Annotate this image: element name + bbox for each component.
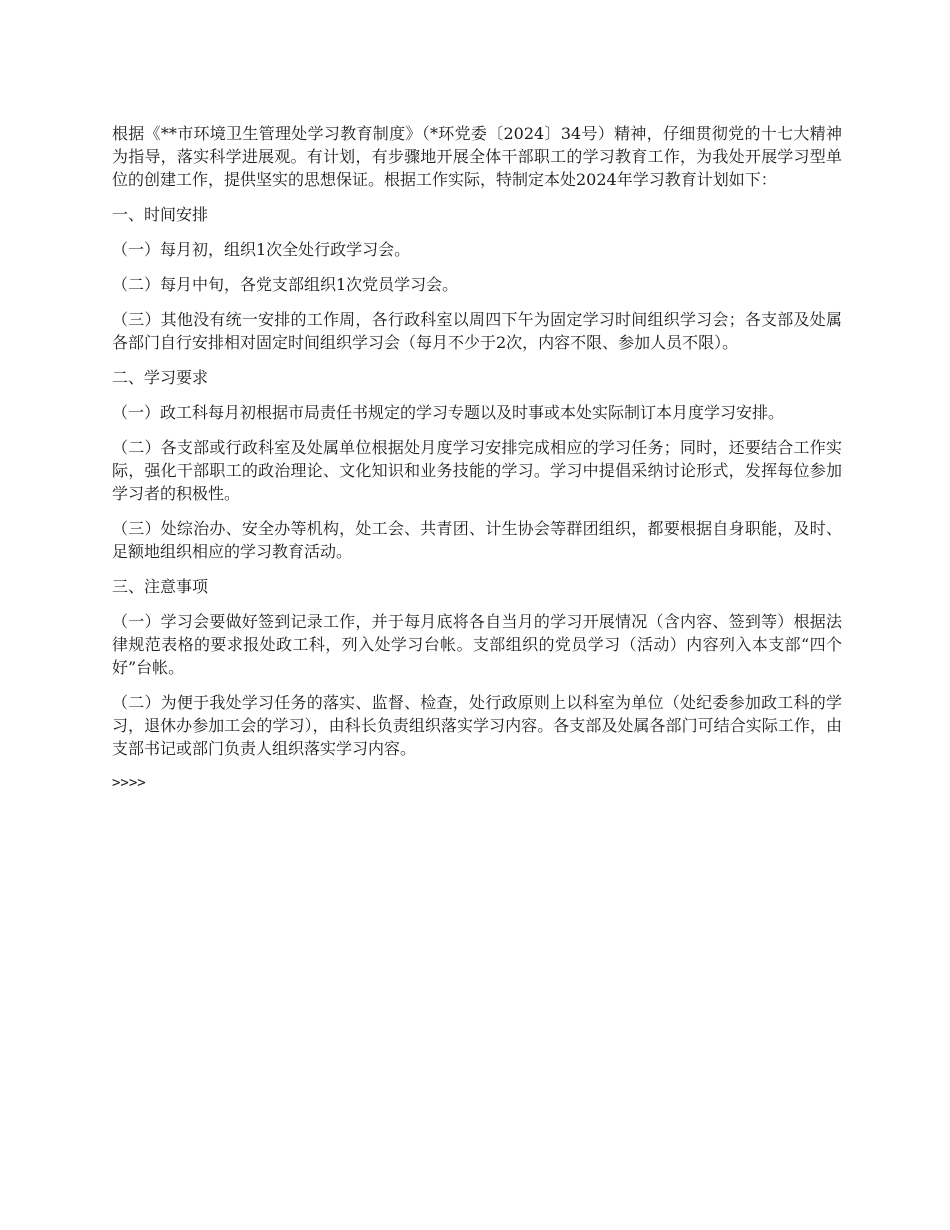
section-heading-notes: 三、注意事项 (112, 577, 209, 596)
notes-item-1: （一）学习会要做好签到记录工作，并于每月底将各自当月的学习开展情况（含内容、签到等）根据法律规范表格的要求报处政工科，列入处学习台帐。支部组织的党员学习（活动）内容列入本支部“四个好”台帐。 (112, 612, 842, 677)
requirement-item-3: （三）处综治办、安全办等机构，处工会、共青团、计生协会等群团组织，都要根据自身职能，及时、足额地组织相应的学习教育活动。 (112, 519, 842, 561)
end-mark: >>>> (112, 775, 146, 791)
section-heading-schedule: 一、时间安排 (112, 205, 209, 224)
document-body (112, 122, 842, 795)
schedule-item-2: （二）每月中旬，各党支部组织1次党员学习会。 (112, 275, 459, 294)
schedule-item-1: （一）每月初，组织1次全处行政学习会。 (112, 240, 411, 259)
notes-item-2: （二）为便于我处学习任务的落实、监督、检查，处行政原则上以科室为单位（处纪委参加政工科的学习，退休办参加工会的学习），由科长负责组织落实学习内容。各支部及处属各部门可结合实际工作，由支部书记或部门负责人组织落实学习内容。 (112, 693, 842, 758)
section-heading-requirements: 二、学习要求 (112, 368, 209, 387)
requirement-item-2: （二）各支部或行政科室及处属单位根据处月度学习安排完成相应的学习任务；同时，还要结合工作实际，强化干部职工的政治理论、文化知识和业务技能的学习。学习中提倡采纳讨论形式，发挥每位参加学习者的积极性。 (112, 438, 842, 503)
intro-paragraph: 根据《**市环境卫生管理处学习教育制度》（*环党委〔2024〕34号）精神，仔细贯彻党的十七大精神为指导，落实科学进展观。有计划，有步骤地开展全体干部职工的学习教育工作，为我处开展学习型单位的创建工作，提供坚实的思想保证。根据工作实际，特制定本处2024年学习教育计划如下： (112, 124, 842, 189)
requirement-item-1: （一）政工科每月初根据市局责任书规定的学习专题以及时事或本处实际制订本月度学习安排。 (112, 403, 785, 422)
schedule-item-3: （三）其他没有统一安排的工作周，各行政科室以周四下午为固定学习时间组织学习会；各支部及处属各部门自行安排相对固定时间组织学习会（每月不少于2次，内容不限、参加人员不限）。 (112, 310, 842, 352)
